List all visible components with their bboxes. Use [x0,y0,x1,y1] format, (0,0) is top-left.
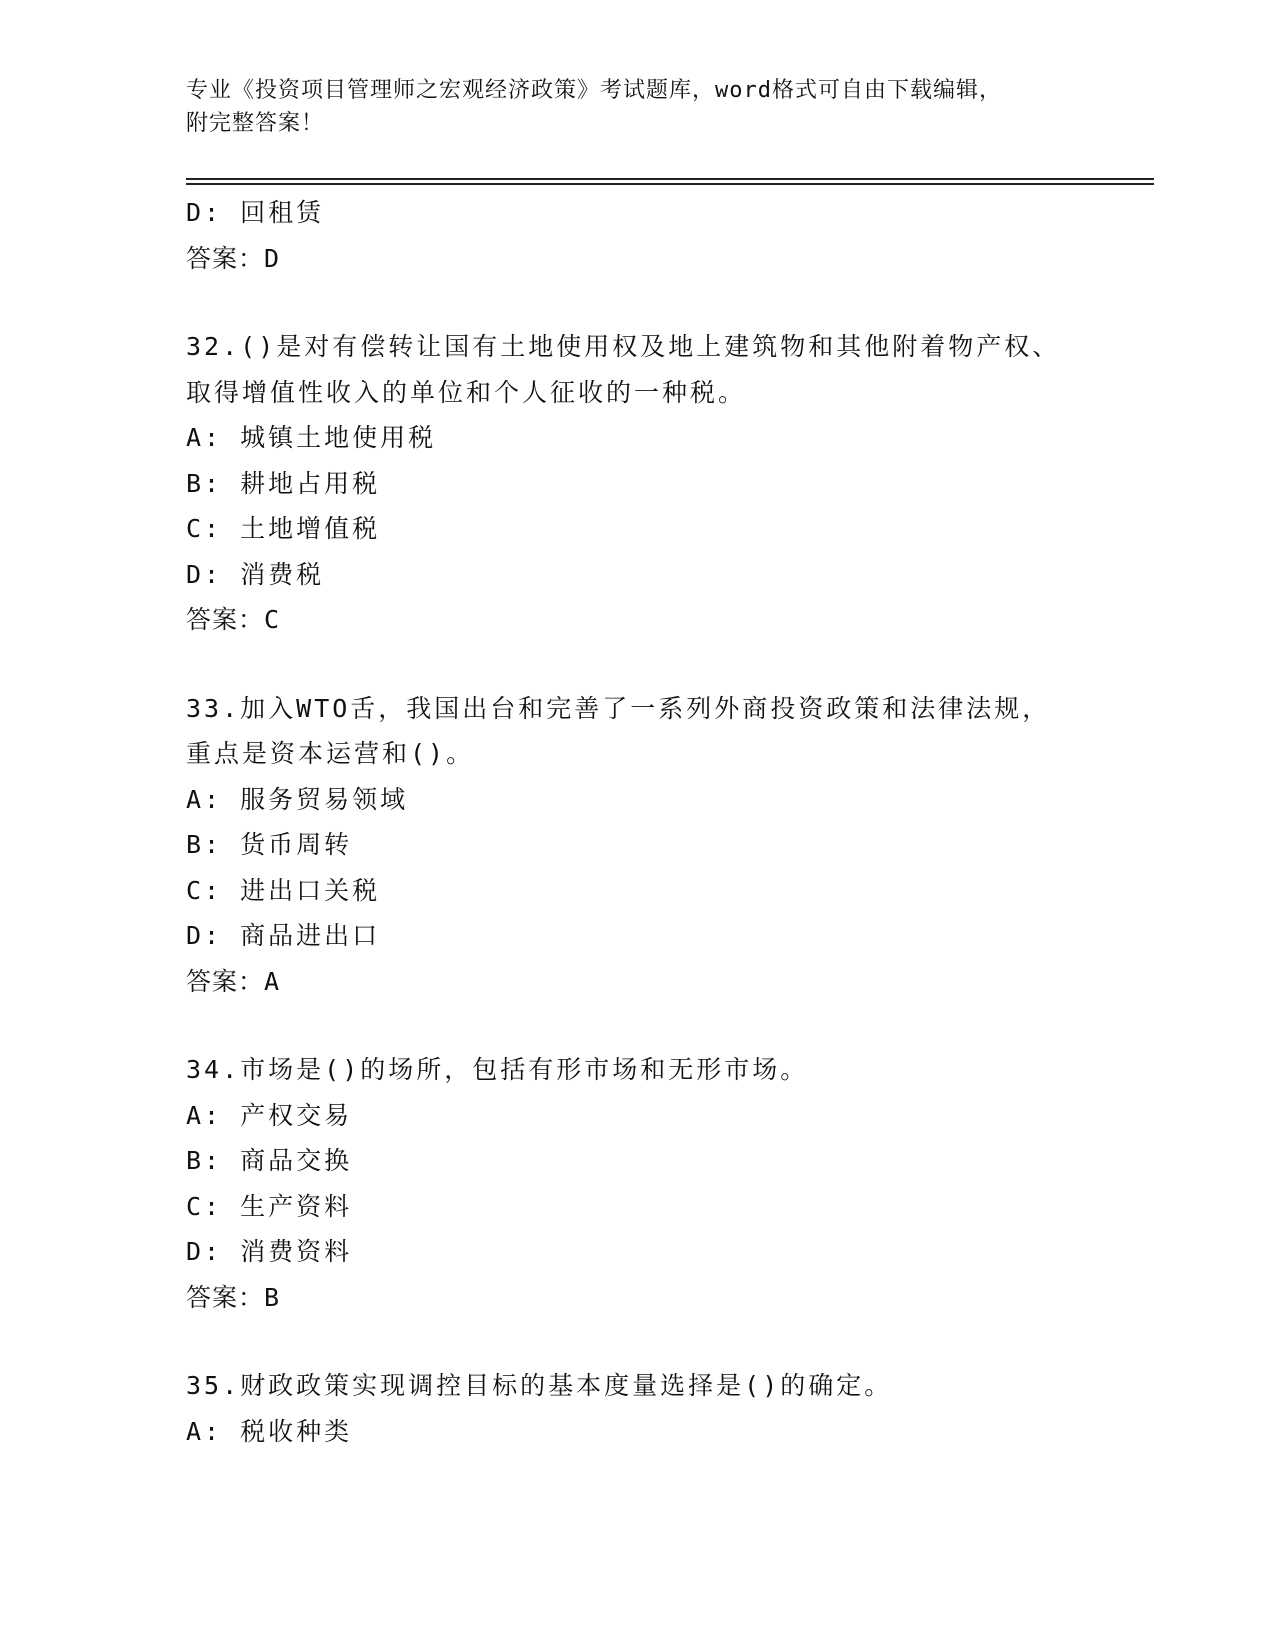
question-block [186,190,1086,281]
option-line: D: 消费资料 [186,1237,353,1266]
header-line-1: 专业《投资项目管理师之宏观经济政策》考试题库，word格式可自由下载编辑， [186,78,1002,103]
option-line: D: 商品进出口 [186,921,381,950]
answer-line: 答案：A [186,966,281,996]
option-line: C: 进出口关税 [186,875,381,905]
question-text: 重点是资本运营和()。 [186,739,475,768]
answer-line: 答案：C [186,605,281,634]
block-spacer [186,643,1086,686]
block-spacer [186,1320,1086,1363]
question-text: 取得增值性收入的单位和个人征收的一种税。 [186,377,747,407]
question-block [186,1047,1086,1320]
question-block [186,1363,1086,1454]
block-spacer [186,1004,1086,1047]
question-block [186,324,1086,643]
option-line: C: 生产资料 [186,1191,353,1221]
header-line-2: 附完整答案！ [186,111,325,136]
header-divider-top [186,178,1154,180]
question-text: 32.()是对有偿转让国有土地使用权及地上建筑物和其他附着物产权、 [186,332,1061,361]
block-spacer [186,281,1086,324]
option-line: C: 土地增值税 [186,514,381,543]
option-line: A: 服务贸易领域 [186,784,409,814]
page-header [186,74,1056,140]
option-line: B: 货币周转 [186,830,353,859]
question-text: 33.加入WTO舌，我国出台和完善了一系列外商投资政策和法律法规， [186,693,1051,723]
question-text: 35.财政政策实现调控目标的基本度量选择是()的确定。 [186,1371,893,1400]
option-line: B: 商品交换 [186,1146,353,1175]
option-line: A: 城镇土地使用税 [186,423,437,452]
header-divider-bottom [186,183,1154,185]
question-list [186,190,1086,1454]
option-line: D: 回租赁 [186,198,325,227]
option-line: D: 消费税 [186,559,325,589]
option-line: B: 耕地占用税 [186,468,381,498]
question-text: 34.市场是()的场所，包括有形市场和无形市场。 [186,1055,809,1084]
option-line: A: 税收种类 [186,1416,353,1446]
answer-line: 答案：B [186,1282,281,1312]
answer-line: 答案：D [186,243,281,273]
option-line: A: 产权交易 [186,1100,353,1130]
question-block [186,686,1086,1005]
